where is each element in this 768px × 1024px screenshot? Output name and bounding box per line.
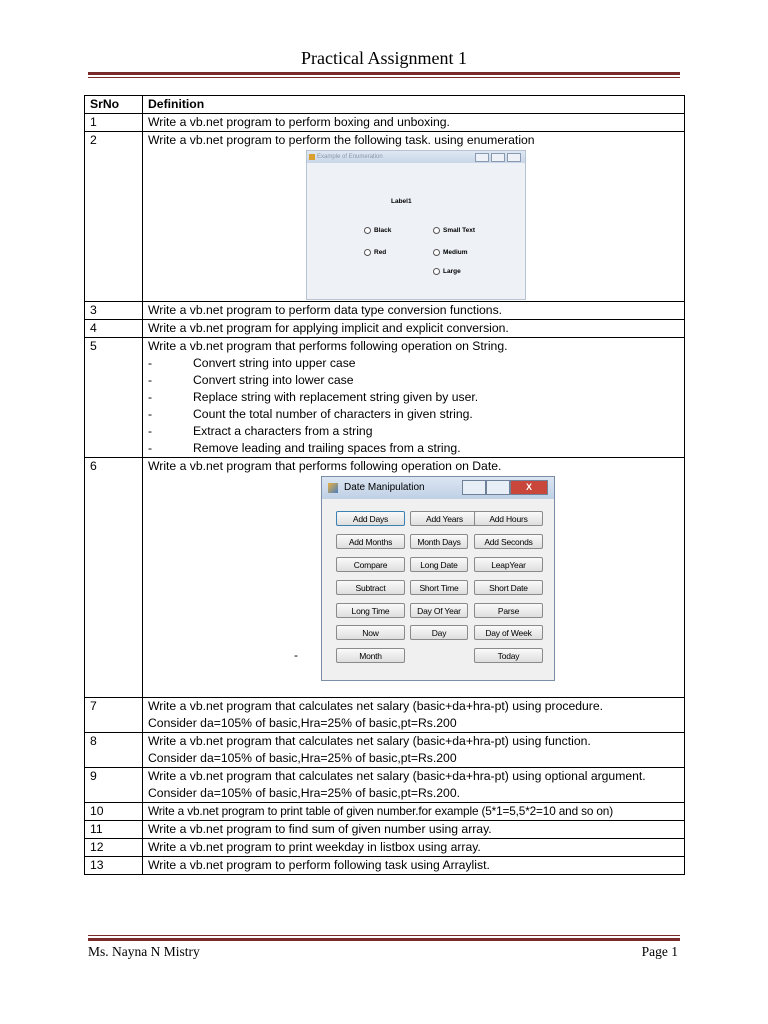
footer-page-number: Page 1 <box>641 944 678 959</box>
bullet-text: Remove leading and trailing spaces from a string. <box>193 441 461 455</box>
row-definition: Write a vb.net program to perform following task using Arraylist. <box>143 857 685 875</box>
add-hours-button: Add Hours <box>474 511 543 526</box>
row-definition: Write a vb.net program that calculates net salary (basic+da+hra-pt) using function. <box>148 734 591 748</box>
row-definition-note: Consider da=105% of basic,Hra=25% of basic,pt=Rs.200 <box>148 751 457 765</box>
radio-small-text <box>433 222 475 239</box>
month-button: Month <box>336 648 405 663</box>
table-row <box>85 320 685 338</box>
bullet-text: Extract a characters from a string <box>193 424 373 438</box>
col-srno-header: SrNo <box>85 96 143 114</box>
bullet-item <box>148 406 679 423</box>
enumeration-window-titlebar <box>307 151 525 163</box>
short-date-button: Short Date <box>474 580 543 595</box>
radio-large <box>433 263 461 280</box>
row-definition: Write a vb.net program that performs following operation on Date. <box>148 459 502 473</box>
long-time-button: Long Time <box>336 603 405 618</box>
enumeration-window-screenshot <box>306 150 526 300</box>
page-title: Practical Assignment 1 <box>301 48 467 68</box>
row-number: 5 <box>85 338 143 458</box>
add-days-button: Add Days <box>336 511 405 526</box>
row-definition: Write a vb.net program that performs following operation on String. <box>148 339 508 353</box>
compare-button: Compare <box>336 557 405 572</box>
table-row <box>85 803 685 821</box>
table-row <box>85 458 685 698</box>
long-date-button: Long Date <box>410 557 468 572</box>
day-button: Day <box>410 625 468 640</box>
row-definition-cell <box>143 132 685 302</box>
bullet-text: Count the total number of characters in given string. <box>193 407 473 421</box>
row-definition: Write a vb.net program for applying implicit and explicit conversion. <box>143 320 685 338</box>
bullet-text: Convert string into upper case <box>193 356 356 370</box>
table-row <box>85 302 685 320</box>
row-number: 4 <box>85 320 143 338</box>
row-definition: Write a vb.net program to print table of given number.for example (5*1=5,5*2=10 and so on) <box>143 803 685 821</box>
bullet-item <box>148 355 679 372</box>
bullet-item <box>148 389 679 406</box>
assignment-table <box>84 95 685 875</box>
radio-circle-icon <box>364 227 371 234</box>
row-definition: Write a vb.net program that calculates net salary (basic+da+hra-pt) using procedure. <box>148 699 604 713</box>
bullet-dash: - <box>148 424 153 438</box>
row-number: 9 <box>85 768 143 803</box>
radio-label: Medium <box>443 249 468 256</box>
add-seconds-button: Add Seconds <box>474 534 543 549</box>
day-of-year-button: Day Of Year <box>410 603 468 618</box>
table-row <box>85 114 685 132</box>
row-definition: Write a vb.net program to find sum of given number using array. <box>143 821 685 839</box>
month-days-button: Month Days <box>410 534 468 549</box>
date-window-titlebar <box>322 477 554 499</box>
footer-rule <box>88 935 680 941</box>
row-definition: Write a vb.net program to print weekday in listbox using array. <box>143 839 685 857</box>
row-definition-cell <box>143 698 685 733</box>
close-icon <box>507 153 521 162</box>
bullet-dash: - <box>148 441 153 455</box>
radio-label: Red <box>374 249 387 256</box>
radio-circle-icon <box>433 249 440 256</box>
bullet-item <box>148 440 679 457</box>
row-definition-note: Consider da=105% of basic,Hra=25% of basic,pt=Rs.200. <box>148 786 460 800</box>
bullet-dash: - <box>148 390 153 404</box>
radio-black <box>364 222 391 239</box>
row-definition-cell <box>143 458 685 698</box>
radio-label: Black <box>374 227 392 234</box>
row-number: 1 <box>85 114 143 132</box>
radio-label: Large <box>443 268 461 275</box>
today-button: Today <box>474 648 543 663</box>
row-number: 7 <box>85 698 143 733</box>
row-definition-cell <box>143 338 685 458</box>
app-icon <box>328 483 338 493</box>
bullet-dash: - <box>148 356 153 370</box>
radio-circle-icon <box>364 249 371 256</box>
table-row <box>85 698 685 733</box>
row-number: 6 <box>85 458 143 698</box>
row-definition: Write a vb.net program that calculates net salary (basic+da+hra-pt) using optional argument. <box>148 769 646 783</box>
header-rule <box>88 72 680 78</box>
enumeration-window-title: Example of Enumeration <box>317 154 383 160</box>
label1: Label1 <box>391 198 412 205</box>
maximize-icon <box>486 480 510 495</box>
day-of-week-button: Day of Week <box>474 625 543 640</box>
app-icon <box>309 154 315 160</box>
minimize-icon <box>462 480 486 495</box>
bullet-item <box>148 372 679 389</box>
table-row <box>85 821 685 839</box>
bullet-text: Convert string into lower case <box>193 373 354 387</box>
row-definition-cell <box>143 768 685 803</box>
radio-label: Small Text <box>443 227 476 234</box>
now-button: Now <box>336 625 405 640</box>
table-row <box>85 338 685 458</box>
leap-year-button: LeapYear <box>474 557 543 572</box>
table-header-row <box>85 96 685 114</box>
close-icon: X <box>510 480 548 495</box>
row-number: 11 <box>85 821 143 839</box>
date-manipulation-window-screenshot <box>294 476 555 681</box>
radio-circle-icon <box>433 227 440 234</box>
row-definition: Write a vb.net program to perform boxing and unboxing. <box>143 114 685 132</box>
footer-author: Ms. Nayna N Mistry <box>88 944 200 959</box>
bullet-text: Replace string with replacement string given by user. <box>193 390 479 404</box>
table-row <box>85 733 685 768</box>
row-number: 8 <box>85 733 143 768</box>
row-definition: Write a vb.net program to perform data type conversion functions. <box>143 302 685 320</box>
row-number: 12 <box>85 839 143 857</box>
parse-button: Parse <box>474 603 543 618</box>
add-months-button: Add Months <box>336 534 405 549</box>
table-row <box>85 768 685 803</box>
bullet-item <box>148 423 679 440</box>
stray-dash: - <box>294 648 298 662</box>
bullet-dash: - <box>148 373 153 387</box>
row-definition: Write a vb.net program to perform the following task. using enumeration <box>148 133 535 147</box>
row-definition-note: Consider da=105% of basic,Hra=25% of basic,pt=Rs.200 <box>148 716 457 730</box>
radio-medium <box>433 244 468 261</box>
col-definition-header: Definition <box>143 96 685 114</box>
bullet-dash: - <box>148 407 153 421</box>
row-number: 2 <box>85 132 143 302</box>
row-number: 10 <box>85 803 143 821</box>
table-row <box>85 857 685 875</box>
date-window-title: Date Manipulation <box>344 482 425 493</box>
subtract-button: Subtract <box>336 580 405 595</box>
maximize-icon <box>491 153 505 162</box>
window-controls <box>462 480 548 495</box>
radio-red <box>364 244 386 261</box>
add-years-button: Add Years <box>410 511 479 526</box>
row-number: 13 <box>85 857 143 875</box>
window-controls <box>475 153 521 162</box>
short-time-button: Short Time <box>410 580 468 595</box>
row-number: 3 <box>85 302 143 320</box>
table-row <box>85 132 685 302</box>
radio-circle-icon <box>433 268 440 275</box>
table-row <box>85 839 685 857</box>
row-definition-cell <box>143 733 685 768</box>
minimize-icon <box>475 153 489 162</box>
